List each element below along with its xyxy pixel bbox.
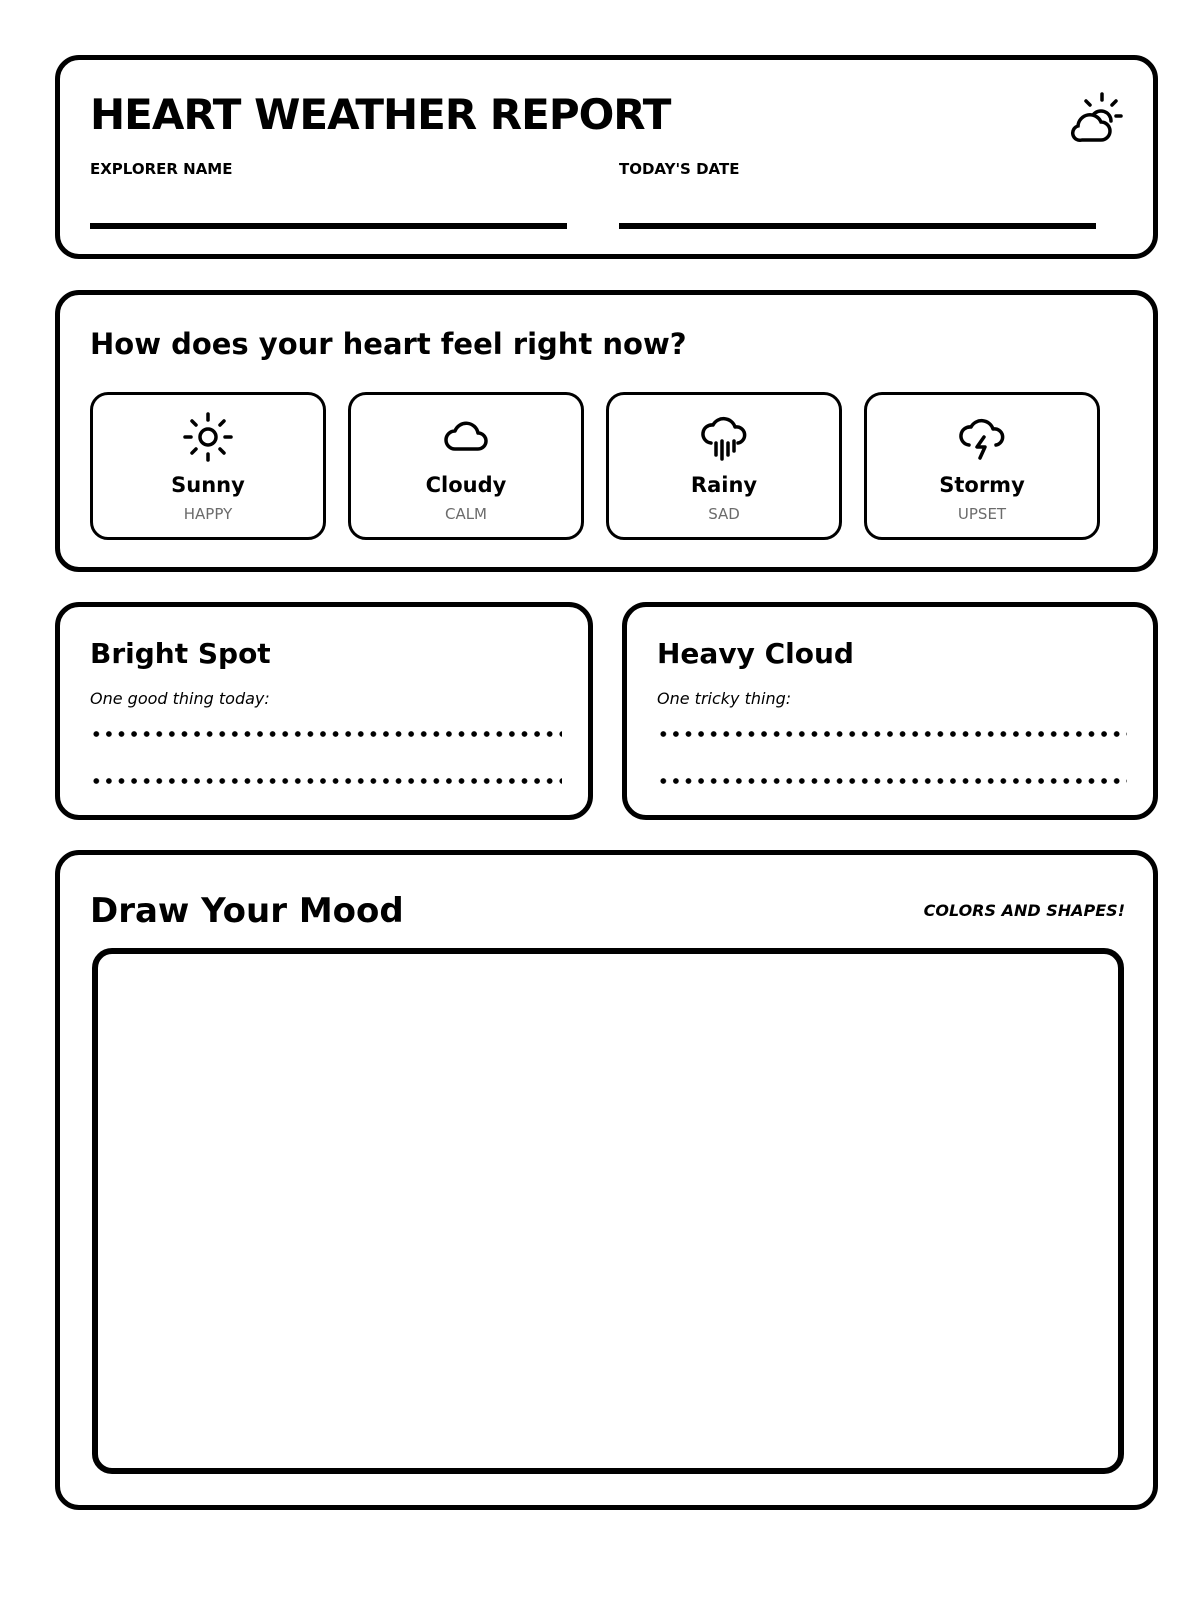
todays-date-label: TODAY'S DATE [619,160,740,178]
mood-name: Cloudy [425,473,507,497]
mood-name: Sunny [171,473,245,497]
draw-mood-card [55,850,1158,1510]
bright-spot-line-2[interactable] [90,778,562,784]
mood-option-sunny[interactable] [90,392,326,540]
explorer-name-line[interactable] [90,223,567,229]
mood-name: Rainy [690,473,758,497]
mood-option-stormy[interactable] [864,392,1100,540]
heavy-cloud-prompt: One tricky thing: [657,689,792,708]
heavy-cloud-title: Heavy Cloud [657,637,854,670]
explorer-name-label: EXPLORER NAME [90,160,233,178]
mood-feeling: CALM [444,505,488,523]
drawing-area[interactable] [92,948,1124,1474]
feelings-card [55,290,1158,572]
draw-mood-hint: COLORS AND SHAPES! [923,901,1125,920]
mood-option-rainy[interactable] [606,392,842,540]
heavy-cloud-line-2[interactable] [657,778,1127,784]
mood-name: Stormy [939,473,1025,497]
page-title: HEART WEATHER REPORT [90,90,671,139]
storm-cloud-icon [956,411,1008,463]
feelings-question: How does your heart feel right now? [90,327,687,361]
heavy-cloud-card [622,602,1158,820]
mood-feeling: UPSET [957,505,1007,523]
draw-mood-title: Draw Your Mood [90,891,404,931]
todays-date-line[interactable] [619,223,1096,229]
bright-spot-title: Bright Spot [90,637,271,670]
rain-cloud-icon [698,411,750,463]
heavy-cloud-line-1[interactable] [657,731,1127,737]
bright-spot-card [55,602,593,820]
bright-spot-line-1[interactable] [90,731,562,737]
cloud-icon [440,411,492,463]
sun-icon [182,411,234,463]
bright-spot-prompt: One good thing today: [90,689,270,708]
header-card [55,55,1158,259]
mood-feeling: SAD [708,505,740,523]
sun-behind-cloud-icon [1069,90,1125,146]
mood-feeling: HAPPY [183,505,233,523]
mood-option-cloudy[interactable] [348,392,584,540]
